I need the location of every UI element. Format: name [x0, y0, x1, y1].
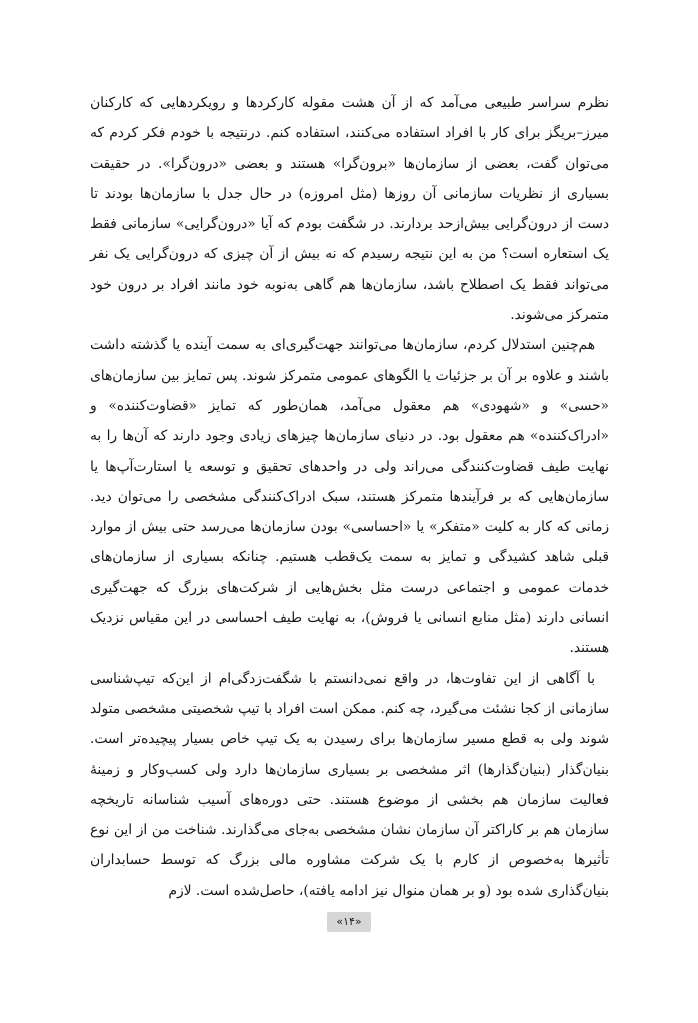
page-number: «۱۴» [327, 912, 371, 932]
body-text [90, 88, 609, 906]
paragraph-2: هم‌چنین استدلال کردم، سازمان‌ها می‌توانند جهت‌گیری‌ای به سمت آینده یا گذشته داشت باشند و علاوه بر آن بر جزئیات یا الگوهای عمومی متمرکز شوند. پس تمایز بین سازمان‌های «حسی» و «شهودی» هم معقول می‌آمد، همان‌طور که تمایز «قضاوت‌کننده» و «ادراک‌کننده» هم معقول بود. در دنیای سازمان‌ها چیزهای زیادی وجود دارند که آن‌ها را به نهایت طیف قضاوت‌کنندگی می‌راند ولی در واحدهای تحقیق و توسعه یا استارت‌آپ‌ها یا سازمان‌هایی که بر فرآیندها متمرکز هستند، سبک ادراک‌کنندگی مشخصی را می‌توان دید. زمانی که کار به کلیت «متفکر» یا «احساسی» بودن سازمان‌ها می‌رسد حتی بیش از موارد قبلی شاهد کشیدگی و تمایز به سمت یک‌قطب هستیم. چنانکه بسیاری از سازمان‌های خدمات عمومی و اجتماعی درست مثل بخش‌هایی از شرکت‌های بزرگ که جهت‌گیری انسانی دارند (مثل منابع انسانی یا فروش)، به نهایت طیف احساسی در این مقیاس نزدیک هستند. [90, 337, 609, 657]
paragraph-3: با آگاهی از این تفاوت‌ها، در واقع نمی‌دانستم با شگفت‌زدگی‌ام از این‌که تیپ‌شناسی سازمانی از کجا نشئت می‌گیرد، چه کنم. ممکن است افراد با تیپ شخصیتی مشخصی متولد شوند ولی به قطع مسیر سازمان‌ها برای رسیدن به یک تیپ خاص بسیار پیچیده‌تر است. بنیان‌گذار (بنیان‌گذارها) اثر مشخصی بر بسیاری سازمان‌ها دارد ولی کسب‌وکار و زمینهٔ فعالیت سازمان هم بخشی از موضوع هستند. حتی دوره‌های آسیب شناسانه تاریخچه سازمان هم بر کاراکتر آن سازمان نشان مشخصی به‌جای می‌گذارند. شناخت من از این نوع تأثیرها به‌خصوص از کارم با یک شرکت مشاوره مالی بزرگ که توسط حسابداران بنیان‌گذاری شده بود (و بر همان منوال نیز ادامه یافته)، حاصل‌شده است. لازم [90, 670, 609, 899]
paragraph-1: نظرم سراسر طبیعی می‌آمد که از آن هشت مقوله کارکردها و رویکردهایی که کارکنان میرز–بریگز برای کار با افراد استفاده می‌کنند، استفاده کنم. درنتیجه با خودم فکر کردم که می‌توان گفت، بعضی از سازمان‌ها «برون‌گرا» هستند و بعضی «درون‌گرا». در حقیقت بسیاری از نظریات سازمانی آن روزها (مثل امروزه) در حال جدل با سازمان‌ها بودند تا دست از درون‌گرایی بیش‌ازحد بردارند. در شگفت بودم که آیا «درون‌گرایی» سازمانی فقط یک استعاره است؟ من به این نتیجه رسیدم که نه بیش از آن چیزی که درون‌گرایی یک نفر می‌تواند فقط یک اصطلاح باشد، سازمان‌ها هم گاهی به‌نوبه خود مانند افراد بر درون خود متمرکز می‌شوند. [90, 95, 609, 324]
